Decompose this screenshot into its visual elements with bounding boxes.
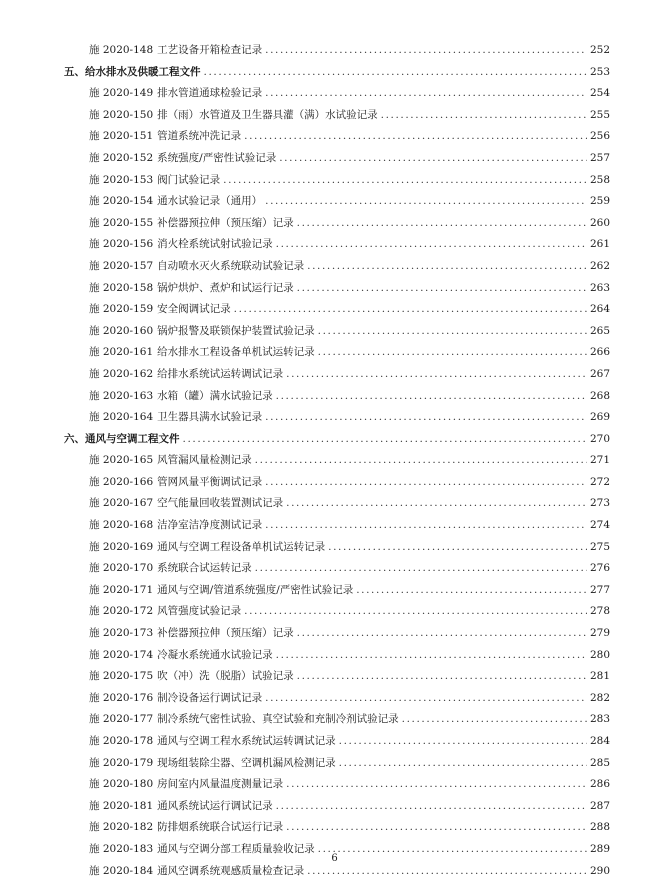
toc-dot-leader bbox=[265, 472, 587, 494]
toc-entry-page-number: 265 bbox=[589, 324, 610, 337]
toc-entry-page-number: 279 bbox=[589, 627, 610, 640]
toc-entry-page-number: 261 bbox=[589, 238, 610, 251]
toc-entry-code: 施 2020-149 bbox=[89, 87, 154, 100]
toc-entry-code: 施 2020-155 bbox=[89, 216, 154, 229]
toc-entry[interactable] bbox=[64, 601, 610, 623]
toc-entry-page-number: 286 bbox=[589, 778, 610, 791]
toc-entry-page-number: 258 bbox=[589, 173, 610, 186]
toc-entry-code: 施 2020-176 bbox=[89, 691, 154, 704]
toc-entry-code: 施 2020-177 bbox=[89, 713, 154, 726]
toc-entry[interactable] bbox=[64, 817, 610, 839]
toc-entry-title: 冷凝水系统通水试验记录 bbox=[157, 648, 273, 661]
toc-entry-page-number: 273 bbox=[589, 497, 610, 510]
toc-entry-page-number: 288 bbox=[589, 821, 610, 834]
toc-entry-page-number: 281 bbox=[589, 670, 610, 683]
toc-dot-leader bbox=[381, 105, 587, 127]
toc-entry-title: 补偿器预拉伸（预压缩）记录 bbox=[157, 627, 294, 640]
toc-dot-leader bbox=[279, 148, 587, 170]
toc-entry-page-number: 275 bbox=[589, 540, 610, 553]
toc-section-heading[interactable] bbox=[64, 429, 610, 451]
toc-entry-title: 五、给水排水及供暖工程文件 bbox=[64, 65, 201, 78]
toc-entry-title: 现场组装除尘器、空调机漏风检测记录 bbox=[157, 756, 336, 769]
toc-dot-leader bbox=[204, 62, 587, 84]
toc-entry-page-number: 270 bbox=[589, 432, 610, 445]
toc-entry-code: 施 2020-169 bbox=[89, 540, 154, 553]
toc-entry-page-number: 285 bbox=[589, 756, 610, 769]
toc-dot-leader bbox=[339, 731, 587, 753]
toc-entry-page-number: 260 bbox=[589, 216, 610, 229]
toc-entry[interactable] bbox=[64, 321, 610, 343]
toc-entry-title: 通风与空调/管道系统强度/严密性试验记录 bbox=[157, 583, 354, 596]
toc-dot-leader bbox=[265, 191, 587, 213]
toc-entry-title: 风管漏风量检测记录 bbox=[157, 454, 252, 467]
toc-entry-page-number: 282 bbox=[589, 691, 610, 704]
toc-entry[interactable] bbox=[64, 234, 610, 256]
toc-entry[interactable] bbox=[64, 796, 610, 818]
toc-dot-leader bbox=[307, 256, 587, 278]
toc-entry[interactable] bbox=[64, 515, 610, 537]
toc-entry-code: 施 2020-182 bbox=[89, 821, 154, 834]
toc-entry-page-number: 264 bbox=[589, 303, 610, 316]
toc-entry-code: 施 2020-159 bbox=[89, 303, 154, 316]
toc-dot-leader bbox=[265, 688, 587, 710]
toc-dot-leader bbox=[183, 429, 587, 451]
toc-entry-page-number: 271 bbox=[589, 454, 610, 467]
toc-entry-code: 施 2020-181 bbox=[89, 799, 154, 812]
toc-entry-title: 风管强度试验记录 bbox=[157, 605, 242, 618]
toc-entry-code: 施 2020-154 bbox=[89, 195, 154, 208]
toc-entry[interactable] bbox=[64, 558, 610, 580]
toc-entry[interactable] bbox=[64, 213, 610, 235]
toc-entry[interactable] bbox=[64, 299, 610, 321]
toc-entry-code: 施 2020-184 bbox=[89, 864, 154, 877]
toc-entry-code: 施 2020-163 bbox=[89, 389, 154, 402]
toc-dot-leader bbox=[318, 342, 587, 364]
toc-entry-page-number: 259 bbox=[589, 195, 610, 208]
toc-entry-title: 通风与空调工程设备单机试运转记录 bbox=[157, 540, 326, 553]
toc-entry-code: 施 2020-179 bbox=[89, 756, 154, 769]
toc-entry-code: 施 2020-157 bbox=[89, 259, 154, 272]
toc-dot-leader bbox=[265, 515, 587, 537]
toc-entry-title: 消火栓系统试射试验记录 bbox=[157, 238, 273, 251]
toc-section-heading[interactable] bbox=[64, 62, 610, 84]
toc-dot-leader bbox=[286, 817, 587, 839]
toc-dot-leader bbox=[276, 386, 587, 408]
toc-entry[interactable] bbox=[64, 688, 610, 710]
toc-entry-code: 施 2020-164 bbox=[89, 411, 154, 424]
toc-entry-title: 六、通风与空调工程文件 bbox=[64, 432, 180, 445]
toc-entry[interactable] bbox=[64, 580, 610, 602]
toc-entry[interactable] bbox=[64, 407, 610, 429]
toc-dot-leader bbox=[255, 558, 587, 580]
toc-entry-code: 施 2020-156 bbox=[89, 238, 154, 251]
toc-entry[interactable] bbox=[64, 342, 610, 364]
toc-entry-page-number: 255 bbox=[589, 108, 610, 121]
toc-entry-code: 施 2020-162 bbox=[89, 367, 154, 380]
toc-entry-title: 自动喷水灭火系统联动试验记录 bbox=[157, 259, 305, 272]
toc-dot-leader bbox=[318, 321, 587, 343]
toc-dot-leader bbox=[328, 537, 587, 559]
toc-entry-code: 施 2020-160 bbox=[89, 324, 154, 337]
toc-entry-title: 洁净室洁净度测试记录 bbox=[157, 519, 263, 532]
toc-entry[interactable] bbox=[64, 386, 610, 408]
toc-entry-code: 施 2020-148 bbox=[89, 44, 154, 56]
toc-entry-title: 补偿器预拉伸（预压缩）记录 bbox=[157, 216, 294, 229]
toc-entry-code: 施 2020-180 bbox=[89, 778, 154, 791]
toc-entry-title: 排（雨）水管道及卫生器具灌（满）水试验记录 bbox=[157, 108, 378, 121]
toc-entry-page-number: 253 bbox=[589, 65, 610, 78]
toc-entry-code: 施 2020-165 bbox=[89, 454, 154, 467]
toc-entry[interactable] bbox=[64, 170, 610, 192]
toc-dot-leader bbox=[255, 450, 587, 472]
toc-entry-title: 吹（冲）洗（脱脂）试验记录 bbox=[157, 670, 294, 683]
toc-entry[interactable] bbox=[64, 364, 610, 386]
toc-dot-leader bbox=[265, 40, 587, 62]
toc-entry[interactable] bbox=[64, 105, 610, 127]
toc-entry-code: 施 2020-171 bbox=[89, 583, 154, 596]
toc-dot-leader bbox=[297, 213, 587, 235]
toc-entry-page-number: 280 bbox=[589, 648, 610, 661]
toc-entry-code: 施 2020-170 bbox=[89, 562, 154, 575]
toc-entry-title: 通风空调系统观感质量检查记录 bbox=[157, 864, 305, 877]
toc-entry-code: 施 2020-161 bbox=[89, 346, 154, 359]
toc-entry[interactable] bbox=[64, 126, 610, 148]
toc-dot-leader bbox=[356, 580, 587, 602]
toc-entry[interactable] bbox=[64, 256, 610, 278]
toc-entry-page-number: 278 bbox=[589, 605, 610, 618]
toc-dot-leader bbox=[297, 623, 587, 645]
toc-entry-code: 施 2020-167 bbox=[89, 497, 154, 510]
toc-entry-title: 锅炉烘炉、煮炉和试运行记录 bbox=[157, 281, 294, 294]
toc-entry-title: 给水排水工程设备单机试运转记录 bbox=[157, 346, 315, 359]
toc-entry[interactable] bbox=[64, 537, 610, 559]
toc-dot-leader bbox=[286, 493, 587, 515]
toc-dot-leader bbox=[234, 299, 587, 321]
toc-dot-leader bbox=[276, 234, 587, 256]
toc-entry-code: 施 2020-168 bbox=[89, 519, 154, 532]
toc-entry[interactable] bbox=[64, 774, 610, 796]
toc-entry-code: 施 2020-175 bbox=[89, 670, 154, 683]
toc-entry-title: 卫生器具满水试验记录 bbox=[157, 411, 263, 424]
toc-dot-leader bbox=[286, 364, 587, 386]
toc-entry-title: 通水试验记录（通用） bbox=[157, 195, 263, 208]
toc-entry-title: 安全阀调试记录 bbox=[157, 303, 231, 316]
toc-entry-page-number: 262 bbox=[589, 259, 610, 272]
toc-entry[interactable] bbox=[64, 450, 610, 472]
toc-entry-page-number: 277 bbox=[589, 583, 610, 596]
toc-entry-page-number: 257 bbox=[589, 151, 610, 164]
toc-entry-title: 锅炉报警及联锁保护装置试验记录 bbox=[157, 324, 315, 337]
toc-dot-leader bbox=[244, 126, 587, 148]
toc-entry[interactable] bbox=[64, 753, 610, 775]
toc-entry[interactable] bbox=[64, 83, 610, 105]
toc-entry-page-number: 272 bbox=[589, 475, 610, 488]
toc-entry-title: 水箱（罐）满水试验记录 bbox=[157, 389, 273, 402]
toc-entry-title: 防排烟系统联合试运行记录 bbox=[157, 821, 284, 834]
toc-entry-code: 施 2020-150 bbox=[89, 108, 154, 121]
toc-entry[interactable] bbox=[64, 731, 610, 753]
toc-entry[interactable] bbox=[64, 191, 610, 213]
toc-entry-code: 施 2020-166 bbox=[89, 475, 154, 488]
toc-entry-code: 施 2020-183 bbox=[89, 842, 154, 855]
toc-dot-leader bbox=[276, 796, 587, 818]
toc-entry-code: 施 2020-174 bbox=[89, 648, 154, 661]
toc-entry-page-number: 254 bbox=[589, 87, 610, 100]
toc-entry[interactable] bbox=[64, 666, 610, 688]
toc-entry-page-number: 269 bbox=[589, 411, 610, 424]
toc-entry[interactable] bbox=[64, 472, 610, 494]
toc-dot-leader bbox=[339, 753, 587, 775]
toc-entry-title: 给排水系统试运转调试记录 bbox=[157, 367, 284, 380]
toc-dot-leader bbox=[286, 774, 587, 796]
toc-dot-leader bbox=[265, 83, 587, 105]
toc-entry-page-number: 287 bbox=[589, 799, 610, 812]
toc-entry-code: 施 2020-153 bbox=[89, 173, 154, 186]
toc-entry-title: 管道系统冲洗记录 bbox=[157, 130, 242, 143]
toc-entry-code: 施 2020-172 bbox=[89, 605, 154, 618]
toc-dot-leader bbox=[265, 407, 587, 429]
toc-dot-leader bbox=[223, 170, 587, 192]
toc-entry-title: 系统联合试运转记录 bbox=[157, 562, 252, 575]
toc-entry[interactable] bbox=[64, 645, 610, 667]
toc-entry-code: 施 2020-158 bbox=[89, 281, 154, 294]
toc-entry[interactable] bbox=[64, 623, 610, 645]
toc-entry-title: 系统强度/严密性试验记录 bbox=[157, 151, 277, 164]
toc-entry[interactable] bbox=[64, 278, 610, 300]
toc-entry-title: 工艺设备开箱检查记录 bbox=[157, 44, 263, 56]
toc-entry[interactable] bbox=[64, 709, 610, 731]
toc-entry-title: 阀门试验记录 bbox=[157, 173, 221, 186]
toc-entry-page-number: 276 bbox=[589, 562, 610, 575]
toc-entry-code: 施 2020-151 bbox=[89, 130, 154, 143]
toc-entry-page-number: 268 bbox=[589, 389, 610, 402]
toc-entry-title: 房间室内风量温度测量记录 bbox=[157, 778, 284, 791]
toc-entry-page-number: 290 bbox=[589, 864, 610, 877]
toc-entry-page-number: 289 bbox=[589, 842, 610, 855]
toc-entry-title: 通风与空调分部工程质量验收记录 bbox=[157, 842, 315, 855]
toc-entry[interactable] bbox=[64, 40, 610, 62]
toc-entry[interactable] bbox=[64, 493, 610, 515]
toc-entry-page-number: 267 bbox=[589, 367, 610, 380]
toc-dot-leader bbox=[244, 601, 587, 623]
toc-dot-leader bbox=[297, 278, 587, 300]
toc-dot-leader bbox=[297, 666, 587, 688]
toc-entry-title: 制冷系统气密性试验、真空试验和充制冷剂试验记录 bbox=[157, 713, 399, 726]
toc-entry-title: 制冷设备运行调试记录 bbox=[157, 691, 263, 704]
toc-entry[interactable] bbox=[64, 148, 610, 170]
toc-entry-code: 施 2020-178 bbox=[89, 735, 154, 747]
table-of-contents bbox=[64, 40, 610, 882]
toc-dot-leader bbox=[276, 645, 587, 667]
toc-entry-page-number: 284 bbox=[589, 735, 610, 747]
toc-entry-code: 施 2020-173 bbox=[89, 627, 154, 640]
toc-entry-title: 空气能量回收装置测试记录 bbox=[157, 497, 284, 510]
toc-entry-page-number: 274 bbox=[589, 519, 610, 532]
toc-entry-code: 施 2020-152 bbox=[89, 151, 154, 164]
toc-entry-page-number: 256 bbox=[589, 130, 610, 143]
toc-entry-title: 排水管道通球检验记录 bbox=[157, 87, 263, 100]
page-number: 6 bbox=[331, 853, 338, 864]
toc-entry-page-number: 263 bbox=[589, 281, 610, 294]
toc-entry-page-number: 283 bbox=[589, 713, 610, 726]
toc-entry-title: 通风与空调工程水系统试运转调试记录 bbox=[157, 735, 336, 747]
toc-entry-title: 通风系统试运行调试记录 bbox=[157, 799, 273, 812]
toc-dot-leader bbox=[402, 709, 587, 731]
toc-entry-page-number: 266 bbox=[589, 346, 610, 359]
toc-entry-title: 管网风量平衡调试记录 bbox=[157, 475, 263, 488]
toc-entry-page-number: 252 bbox=[589, 44, 610, 56]
